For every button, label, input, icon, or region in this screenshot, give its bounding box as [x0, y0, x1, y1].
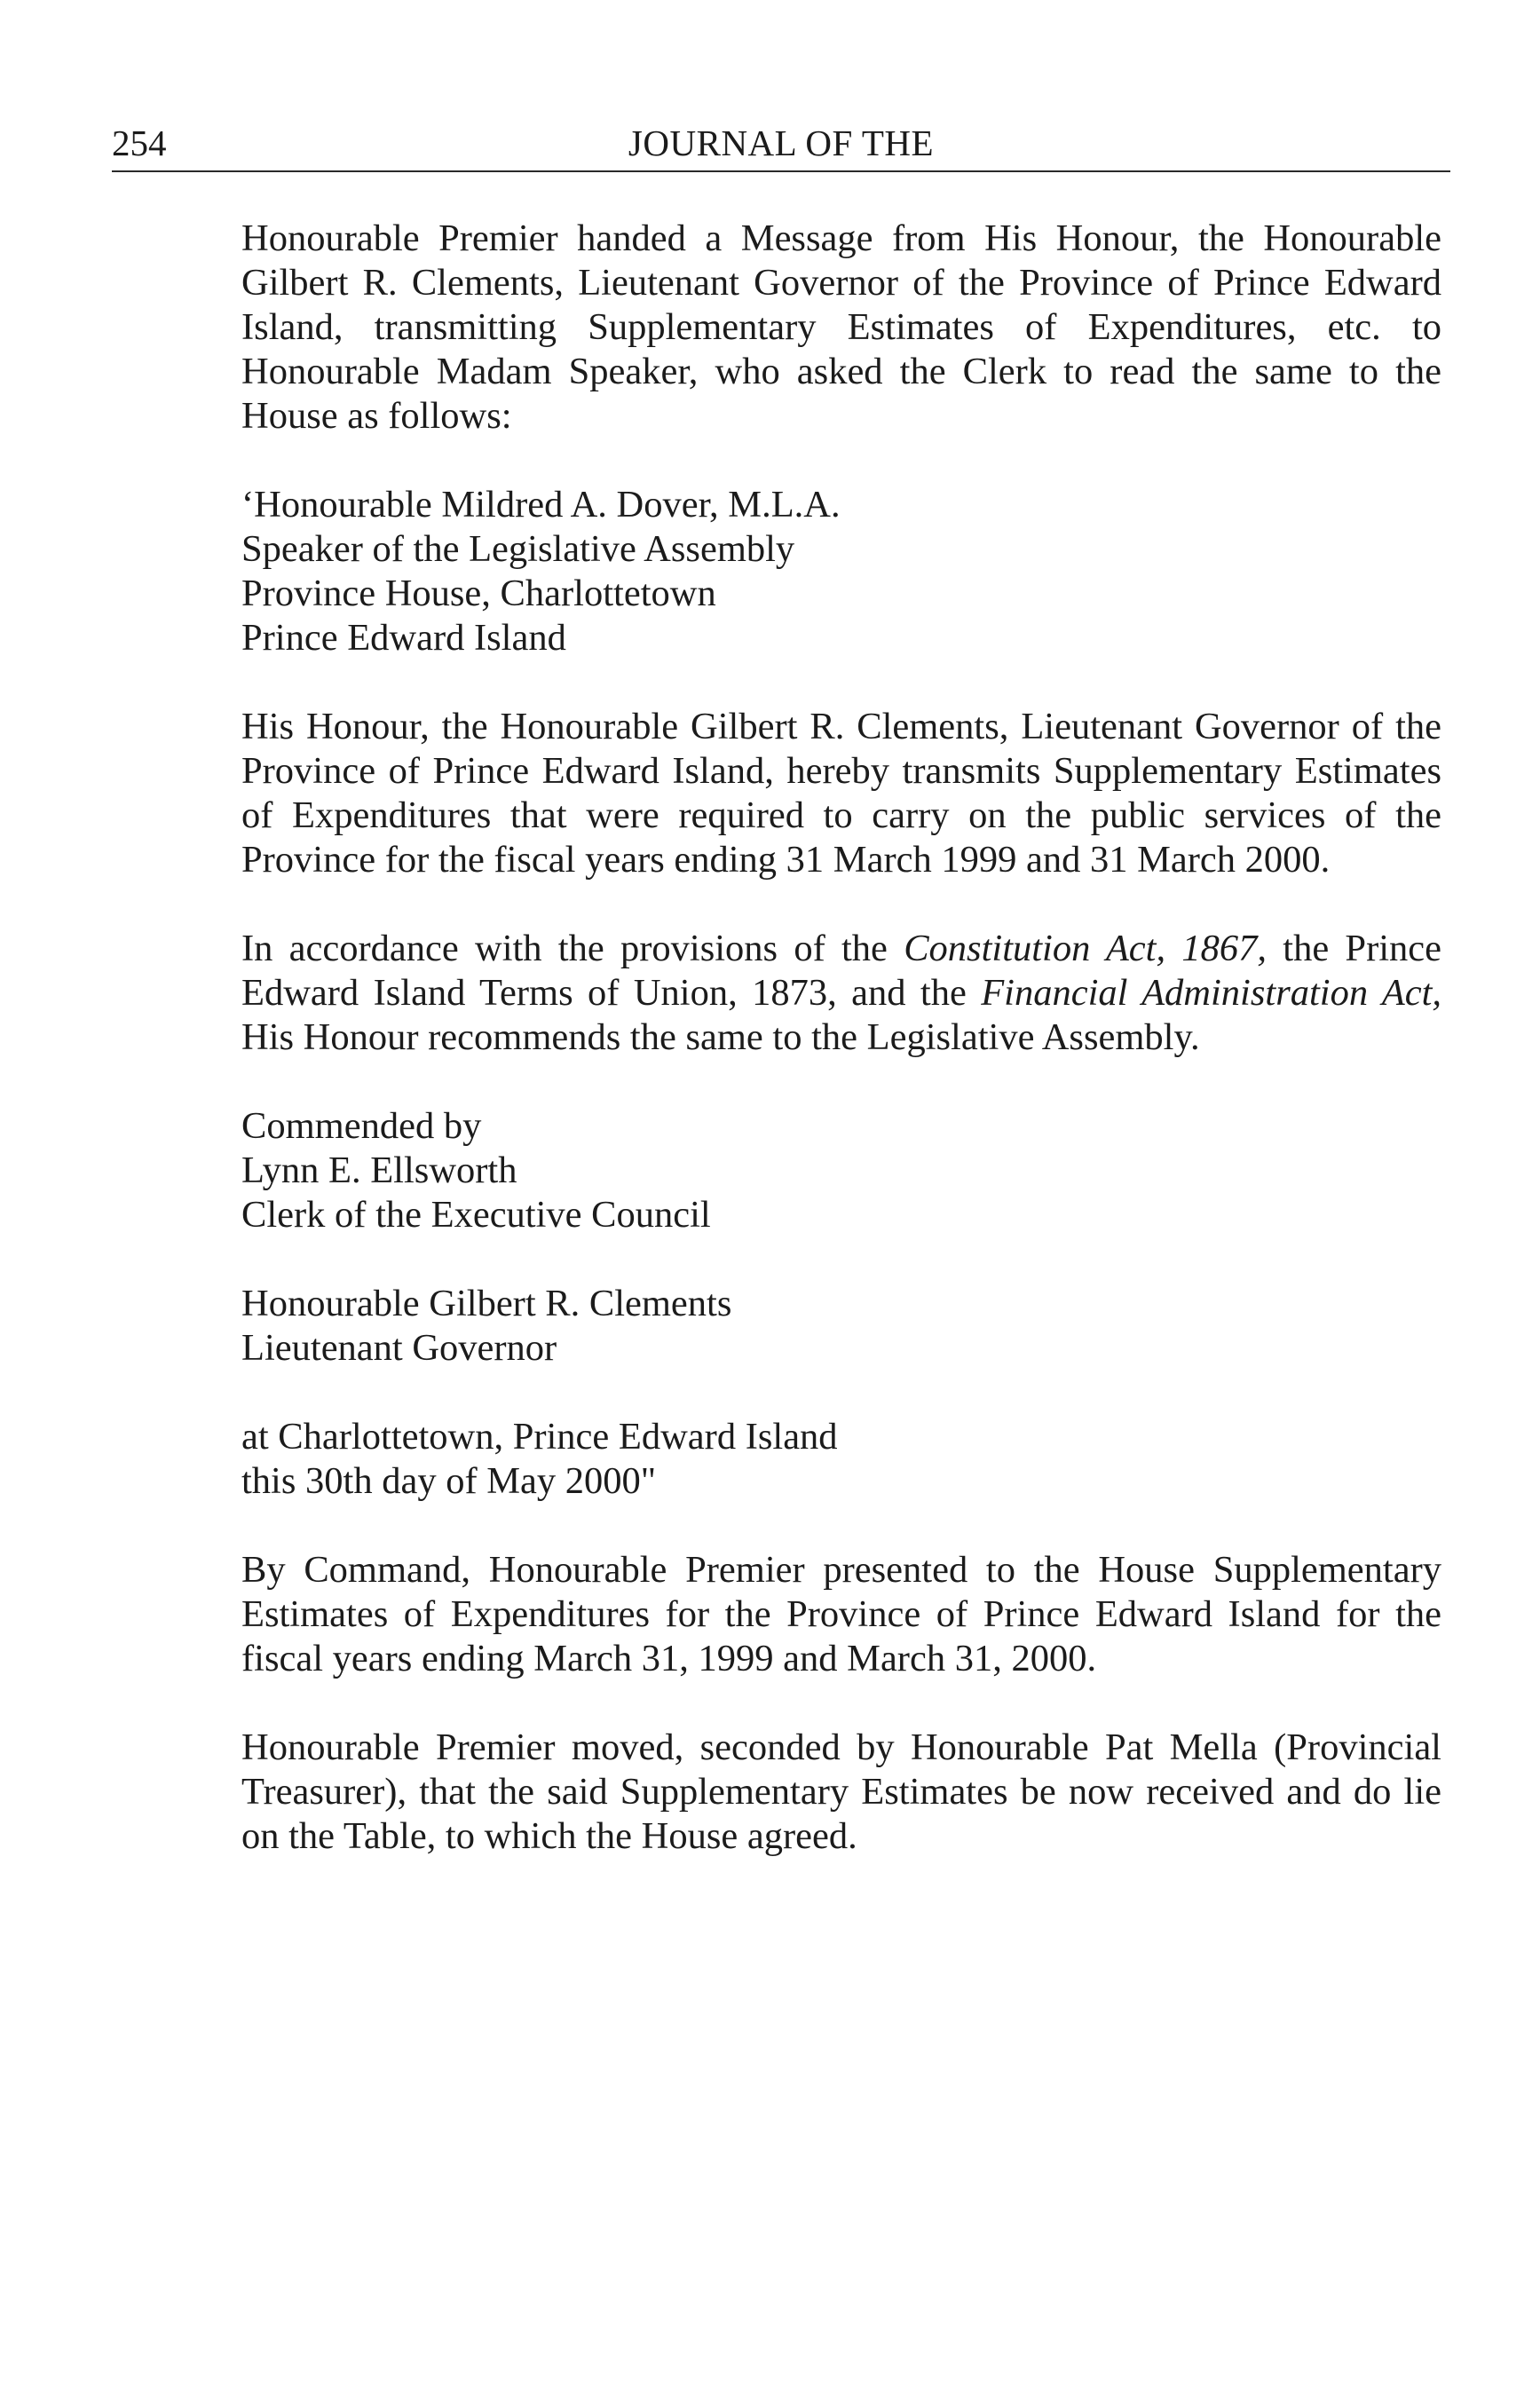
- commended-block: [241, 1104, 1441, 1237]
- running-header: [112, 121, 1450, 172]
- message-paragraph: Honourable Premier handed a Message from His Honour, the Honourable Gilbert R. Clements, Lieutenant Governor of the Province of Prince Edward Island, transmitting Supplementary Estimates of Expenditures, etc. to Honourable Madam Speaker, who asked the Clerk to read the same to the House as follows:: [241, 217, 1441, 437]
- signature-line: Honourable Gilbert R. Clements: [241, 1283, 732, 1324]
- address-line: Speaker of the Legislative Assembly: [241, 528, 795, 570]
- signature-line: Lieutenant Governor: [241, 1327, 557, 1369]
- address-line: Prince Edward Island: [241, 617, 566, 659]
- address-line: Province House, Charlottetown: [241, 573, 716, 614]
- act-title-financial: Financial Administration Act,: [981, 972, 1441, 1014]
- recommendation-text: the Prince Edward Island Terms of Union, 1873, and the: [241, 928, 1442, 1014]
- dateline-block: [241, 1415, 1441, 1504]
- presentation-paragraph: By Command, Honourable Premier presented to the House Supplementary Estimates of Expenditures for the Province of Prince Edward Island for the fiscal years ending March 31, 1999 and March 31, 2000.: [241, 1549, 1441, 1679]
- recommendation-text: In accordance with the provisions of the: [241, 928, 904, 969]
- commended-line: Lynn E. Ellsworth: [241, 1150, 517, 1191]
- body-text: [241, 217, 1441, 1903]
- recommendation-paragraph: [241, 927, 1441, 1060]
- motion-paragraph: Honourable Premier moved, seconded by Honourable Pat Mella (Provincial Treasurer), that the said Supplementary Estimates be now received and do lie on the Table, to which the House agreed.: [241, 1726, 1441, 1857]
- running-title: JOURNAL OF THE: [628, 122, 935, 163]
- act-title-constitution: Constitution Act, 1867,: [904, 928, 1267, 969]
- commended-line: Clerk of the Executive Council: [241, 1194, 711, 1236]
- commended-line: Commended by: [241, 1105, 482, 1147]
- address-line: ‘Honourable Mildred A. Dover, M.L.A.: [241, 484, 841, 525]
- address-block: [241, 483, 1441, 660]
- page-number: 254: [112, 122, 167, 163]
- dateline-line: at Charlottetown, Prince Edward Island: [241, 1416, 838, 1458]
- dateline-line: this 30th day of May 2000": [241, 1460, 657, 1502]
- signature-block: [241, 1282, 1441, 1371]
- recommendation-text: His Honour recommends the same to the Legislative Assembly.: [241, 1016, 1200, 1058]
- transmittal-paragraph: His Honour, the Honourable Gilbert R. Clements, Lieutenant Governor of the Province of Prince Edward Island, hereby transmits Supplementary Estimates of Expenditures that were required to carry on the public services of the Province for the fiscal years ending 31 March 1999 and 31 March 2000.: [241, 706, 1441, 881]
